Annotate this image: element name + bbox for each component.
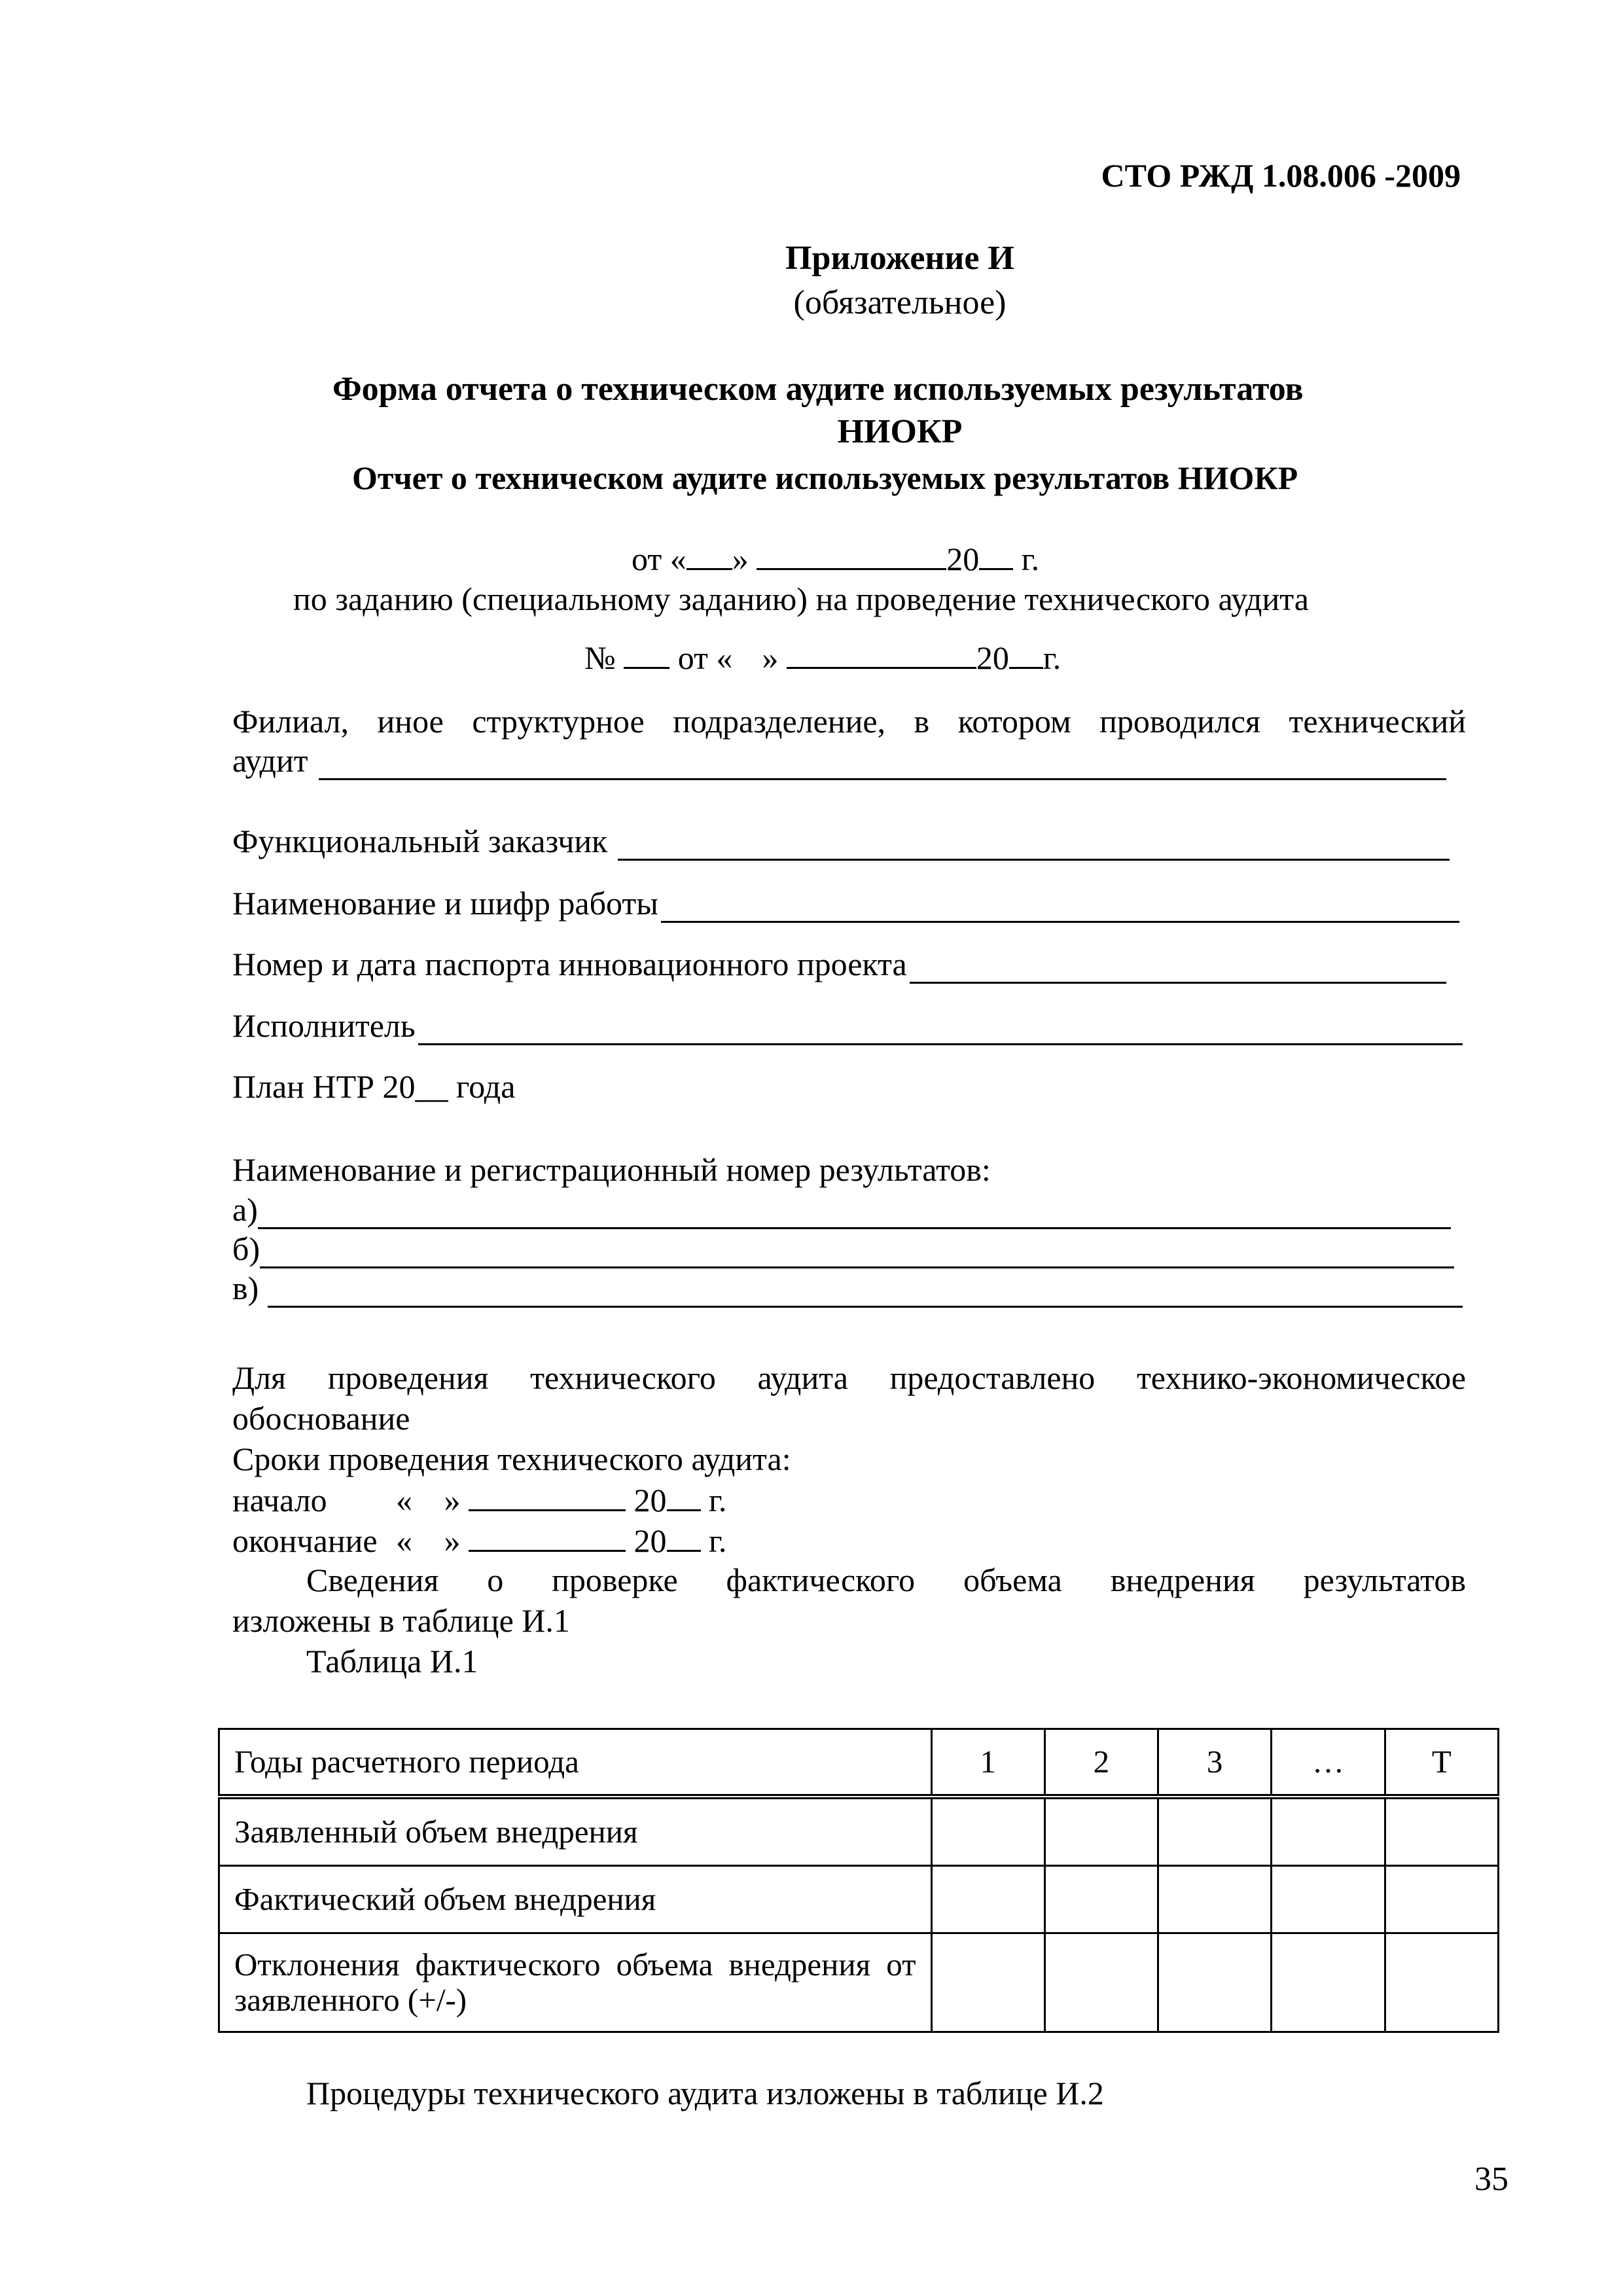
result-a-blank[interactable] — [258, 1196, 1451, 1229]
table-cell[interactable] — [931, 1933, 1044, 2032]
terms-label: Сроки проведения технического аудита: — [232, 1441, 791, 1477]
start-year-suffix: г. — [709, 1482, 727, 1518]
start-label: начало — [232, 1482, 327, 1518]
start-date-line — [232, 1479, 726, 1520]
branch-line2: аудит — [232, 742, 308, 779]
date-open-quote: « — [669, 541, 687, 577]
start-close-quote: » — [444, 1482, 461, 1518]
start-open-quote: « — [396, 1482, 412, 1518]
assignment-number-line — [584, 637, 1061, 677]
result-row-b — [232, 1229, 1454, 1268]
form-title-line2: НИОКР — [837, 413, 963, 450]
table-cell[interactable] — [1158, 1866, 1272, 1933]
table-cell[interactable] — [1044, 1866, 1158, 1933]
table-header-row — [219, 1729, 1499, 1797]
end-year-blank[interactable] — [667, 1520, 701, 1552]
customer-row — [232, 821, 1450, 861]
result-c-blank[interactable] — [268, 1274, 1463, 1308]
row-label-actual: Фактический объем внедрения — [219, 1866, 932, 1933]
year-prefix: 20 — [946, 541, 980, 577]
end-year-prefix: 20 — [633, 1522, 667, 1559]
end-year-suffix: г. — [709, 1522, 727, 1559]
form-title-line1: Форма отчета о техническом аудите используемых результатов — [332, 370, 1304, 408]
plan-line: План НТР 20__ года — [232, 1068, 516, 1105]
start-year-prefix: 20 — [633, 1482, 667, 1518]
executor-row — [232, 1006, 1463, 1045]
date-close-quote: » — [732, 541, 749, 577]
header-cell-year-3: 3 — [1158, 1729, 1272, 1797]
customer-label: Функциональный заказчик — [232, 823, 608, 859]
report-date-line — [632, 538, 1039, 579]
year-blank[interactable] — [979, 538, 1013, 570]
assignment-number-blank[interactable] — [624, 637, 669, 669]
branch-field-row — [232, 741, 1446, 780]
date-from-label: от — [632, 541, 662, 577]
table-cell[interactable] — [1272, 1797, 1385, 1866]
table-cell[interactable] — [931, 1866, 1044, 1933]
appendix-title: Приложение И — [785, 240, 1014, 277]
info-line1: Сведения о проверке фактического объема внедрения результатов — [306, 1562, 1466, 1598]
result-row-c — [232, 1268, 1463, 1308]
number-sign: № — [584, 639, 616, 676]
end-open-quote: « — [396, 1522, 412, 1559]
tech-econ-line2: обоснование — [232, 1400, 410, 1437]
row-label-declared: Заявленный объем внедрения — [219, 1797, 932, 1866]
header-cell-period: Годы расчетного периода — [219, 1729, 932, 1797]
table-row — [219, 1797, 1499, 1866]
appendix-status: (обязательное) — [793, 284, 1007, 321]
day-blank[interactable] — [687, 538, 732, 570]
work-name-row — [232, 884, 1459, 923]
work-name-label: Наименование и шифр работы — [232, 885, 658, 922]
executor-blank[interactable] — [418, 1012, 1463, 1045]
customer-blank[interactable] — [618, 827, 1450, 861]
header-cell-year-1: 1 — [931, 1729, 1044, 1797]
end-label: окончание — [232, 1522, 378, 1559]
result-row-a — [232, 1190, 1451, 1229]
year-suffix: г. — [1021, 541, 1040, 577]
passport-blank[interactable] — [910, 950, 1446, 984]
table-cell[interactable] — [1385, 1866, 1498, 1933]
number-year-suffix: г. — [1043, 639, 1061, 676]
result-b-label: б) — [232, 1230, 260, 1267]
start-year-blank[interactable] — [667, 1479, 701, 1511]
tech-econ-line1: Для проведения технического аудита предоставлено технико-экономическое — [232, 1359, 1466, 1396]
table-cell[interactable] — [1044, 1797, 1158, 1866]
result-a-label: а) — [232, 1191, 258, 1228]
table-cell[interactable] — [1158, 1933, 1272, 2032]
table-row — [219, 1866, 1499, 1933]
month-blank[interactable] — [757, 538, 946, 570]
number-open-quote: « — [716, 639, 733, 676]
table-cell[interactable] — [931, 1797, 1044, 1866]
procedures-line: Процедуры технического аудита изложены в таблице И.2 — [306, 2075, 1104, 2111]
header-cell-year-2: 2 — [1044, 1729, 1158, 1797]
number-year-blank[interactable] — [1009, 637, 1043, 669]
row-label-deviation: Отклонения фактического объема внедрения от заявленного (+/-) — [219, 1933, 932, 2032]
table-cell[interactable] — [1385, 1933, 1498, 2032]
header-cell-year-t: Т — [1385, 1729, 1498, 1797]
info-line2: изложены в таблице И.1 — [232, 1602, 570, 1639]
page-number: 35 — [1474, 2161, 1508, 2198]
work-name-blank[interactable] — [661, 889, 1459, 923]
header-cell-ellipsis: … — [1272, 1729, 1385, 1797]
result-b-blank[interactable] — [260, 1235, 1454, 1268]
assignment-line: по заданию (специальному заданию) на проведение технического аудита — [293, 581, 1309, 617]
table-cell[interactable] — [1158, 1797, 1272, 1866]
table-cell[interactable] — [1272, 1933, 1385, 2032]
table-row — [219, 1933, 1499, 2032]
number-year-prefix: 20 — [976, 639, 1009, 676]
branch-blank[interactable] — [319, 747, 1446, 780]
end-month-blank[interactable] — [469, 1520, 626, 1552]
number-from-label: от — [677, 639, 708, 676]
passport-row — [232, 944, 1446, 984]
result-c-label: в) — [232, 1270, 259, 1306]
table-cell[interactable] — [1385, 1797, 1498, 1866]
end-date-line — [232, 1520, 726, 1560]
results-label: Наименование и регистрационный номер результатов: — [232, 1151, 991, 1188]
passport-label: Номер и дата паспорта инновационного проекта — [232, 946, 907, 982]
end-close-quote: » — [444, 1522, 461, 1559]
branch-line1: Филиал, иное структурное подразделение, в котором проводился технический — [232, 703, 1466, 740]
document-code: СТО РЖД 1.08.006 -2009 — [1101, 157, 1461, 194]
start-month-blank[interactable] — [469, 1479, 626, 1511]
number-month-blank[interactable] — [787, 637, 976, 669]
number-close-quote: » — [762, 639, 779, 676]
audit-volume-table — [218, 1728, 1499, 2033]
executor-label: Исполнитель — [232, 1007, 416, 1044]
table-cell[interactable] — [1272, 1866, 1385, 1933]
report-title: Отчет о техническом аудите используемых результатов НИОКР — [352, 459, 1298, 496]
table-cell[interactable] — [1044, 1933, 1158, 2032]
table-caption: Таблица И.1 — [306, 1643, 478, 1679]
